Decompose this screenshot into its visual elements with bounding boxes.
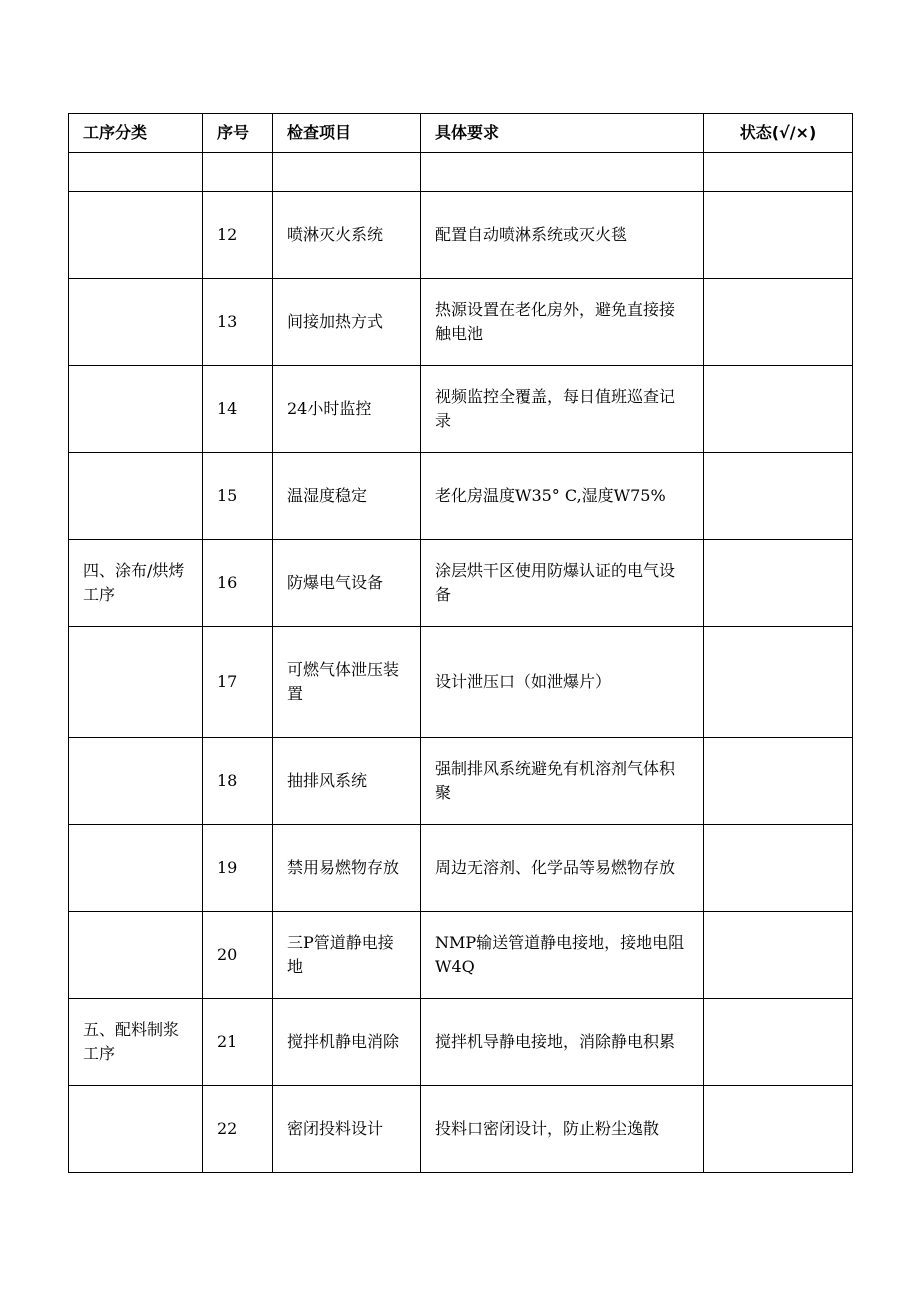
status-cell[interactable] — [704, 627, 853, 738]
status-cell[interactable] — [704, 366, 853, 453]
requirement-cell — [421, 153, 704, 192]
requirement-cell: 周边无溶剂、化学品等易燃物存放 — [421, 825, 704, 912]
number-cell: 20 — [203, 912, 273, 999]
number-cell: 15 — [203, 453, 273, 540]
requirement-cell: NMP输送管道静电接地，接地电阻W4Q — [421, 912, 704, 999]
status-cell[interactable] — [704, 825, 853, 912]
item-cell — [273, 153, 421, 192]
category-cell — [69, 279, 203, 366]
number-cell: 21 — [203, 999, 273, 1086]
status-cell[interactable] — [704, 279, 853, 366]
number-cell: 16 — [203, 540, 273, 627]
status-cell[interactable] — [704, 453, 853, 540]
requirement-cell: 老化房温度W35° C,湿度W75% — [421, 453, 704, 540]
status-cell[interactable] — [704, 540, 853, 627]
category-cell: 四、涂布/烘烤工序 — [69, 540, 203, 627]
item-cell: 24小时监控 — [273, 366, 421, 453]
item-cell: 搅拌机静电消除 — [273, 999, 421, 1086]
header-row — [69, 114, 853, 153]
table-row — [69, 453, 853, 540]
header-category: 工序分类 — [69, 114, 203, 153]
number-cell: 17 — [203, 627, 273, 738]
status-cell[interactable] — [704, 912, 853, 999]
number-cell — [203, 153, 273, 192]
table-row — [69, 999, 853, 1086]
number-cell: 18 — [203, 738, 273, 825]
requirement-cell: 强制排风系统避免有机溶剂气体积聚 — [421, 738, 704, 825]
category-cell — [69, 738, 203, 825]
category-cell — [69, 453, 203, 540]
category-cell — [69, 153, 203, 192]
category-cell — [69, 1086, 203, 1173]
table-row — [69, 912, 853, 999]
table-row — [69, 627, 853, 738]
checklist-table — [68, 113, 853, 1173]
status-cell[interactable] — [704, 1086, 853, 1173]
table-row — [69, 1086, 853, 1173]
item-cell: 抽排风系统 — [273, 738, 421, 825]
item-cell: 间接加热方式 — [273, 279, 421, 366]
header-no: 序号 — [203, 114, 273, 153]
requirement-cell: 热源设置在老化房外，避免直接接触电池 — [421, 279, 704, 366]
category-cell — [69, 366, 203, 453]
requirement-cell: 投料口密闭设计，防止粉尘逸散 — [421, 1086, 704, 1173]
item-cell: 喷淋灭火系统 — [273, 192, 421, 279]
table-row — [69, 279, 853, 366]
number-cell: 14 — [203, 366, 273, 453]
requirement-cell: 视频监控全覆盖，每日值班巡查记录 — [421, 366, 704, 453]
item-cell: 密闭投料设计 — [273, 1086, 421, 1173]
requirement-cell: 搅拌机导静电接地，消除静电积累 — [421, 999, 704, 1086]
header-requirement: 具体要求 — [421, 114, 704, 153]
requirement-cell: 涂层烘干区使用防爆认证的电气设备 — [421, 540, 704, 627]
header-item: 检查项目 — [273, 114, 421, 153]
table-row — [69, 738, 853, 825]
table-row — [69, 192, 853, 279]
category-cell — [69, 627, 203, 738]
number-cell: 22 — [203, 1086, 273, 1173]
requirement-cell: 设计泄压口（如泄爆片） — [421, 627, 704, 738]
status-cell[interactable] — [704, 192, 853, 279]
item-cell: 防爆电气设备 — [273, 540, 421, 627]
number-cell: 13 — [203, 279, 273, 366]
category-cell — [69, 912, 203, 999]
status-cell[interactable] — [704, 999, 853, 1086]
category-cell — [69, 825, 203, 912]
requirement-cell: 配置自动喷淋系统或灭火毯 — [421, 192, 704, 279]
item-cell: 可燃气体泄压装置 — [273, 627, 421, 738]
item-cell: 禁用易燃物存放 — [273, 825, 421, 912]
header-status: 状态(√/×) — [704, 114, 853, 153]
status-cell[interactable] — [704, 738, 853, 825]
category-cell: 五、配料制浆工序 — [69, 999, 203, 1086]
table-row — [69, 366, 853, 453]
item-cell: 温湿度稳定 — [273, 453, 421, 540]
category-cell — [69, 192, 203, 279]
table-row — [69, 153, 853, 192]
table-row — [69, 540, 853, 627]
number-cell: 19 — [203, 825, 273, 912]
status-cell[interactable] — [704, 153, 853, 192]
item-cell: 三P管道静电接地 — [273, 912, 421, 999]
number-cell: 12 — [203, 192, 273, 279]
table-row — [69, 825, 853, 912]
